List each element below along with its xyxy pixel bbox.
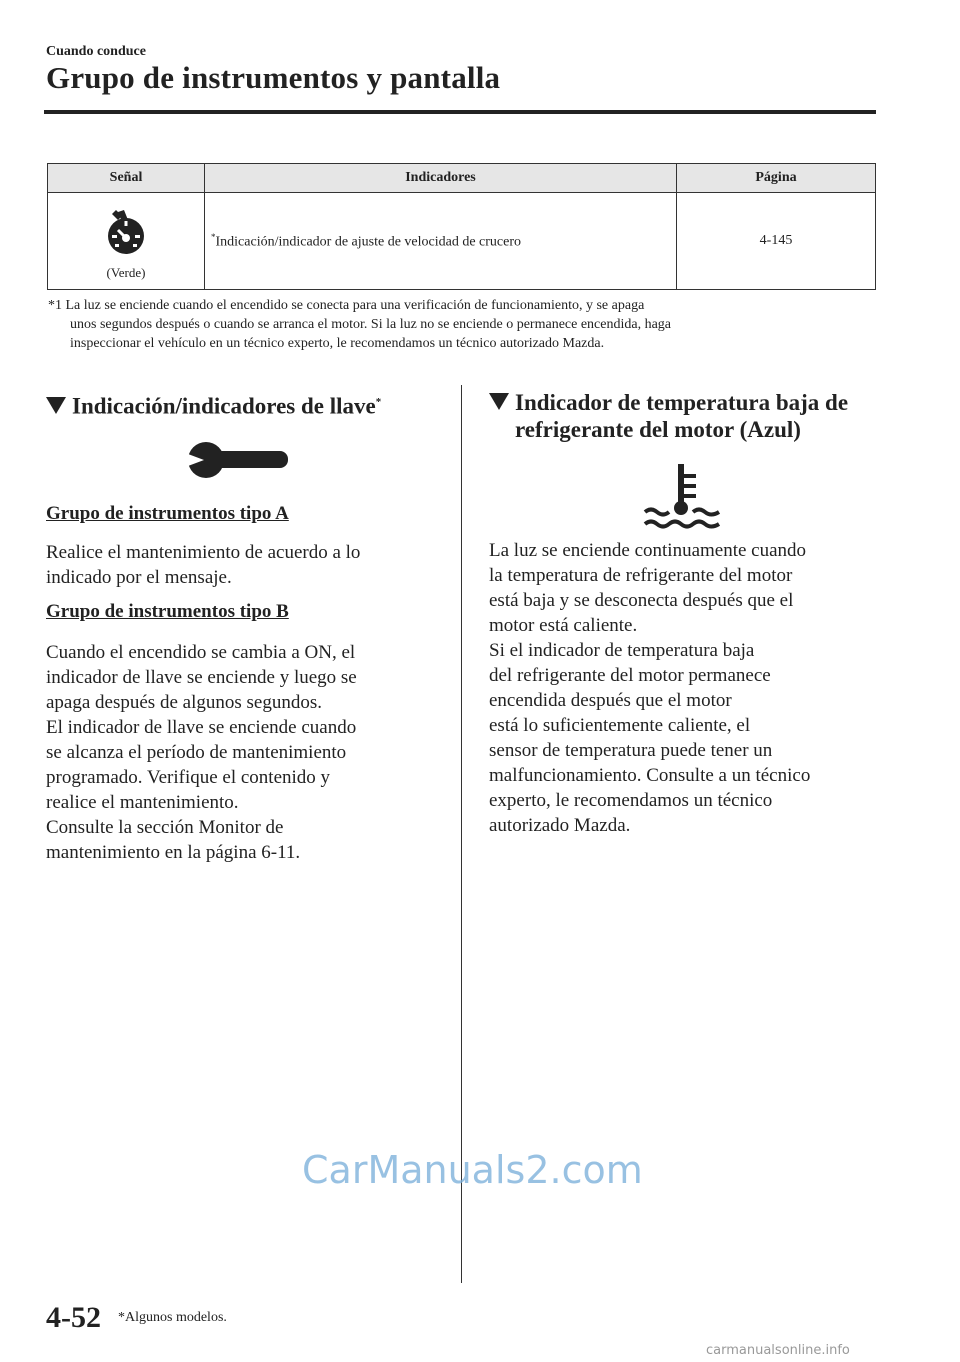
triangle-bullet-icon [489, 393, 509, 410]
page-number: 4-52 [46, 1301, 101, 1334]
text-line: la temperatura de refrigerante del motor [489, 565, 793, 586]
cruise-speed-setting-icon [98, 202, 154, 258]
type-b-paragraph [46, 640, 456, 865]
text-line: está lo suficientemente caliente, el [489, 715, 751, 736]
models-note: *Algunos modelos. [118, 1310, 227, 1325]
subheading-type-b: Grupo de instrumentos tipo B [46, 601, 289, 622]
text-line: Si el indicador de temperatura baja [489, 640, 755, 661]
site-watermark: carmanualsonline.info [706, 1343, 850, 1358]
subheading-type-a: Grupo de instrumentos tipo A [46, 503, 289, 524]
text-line: La luz se enciende continuamente cuando [489, 540, 807, 561]
heading-text: Indicador de temperatura baja de [515, 390, 849, 415]
page-title: Grupo de instrumentos y pantalla [46, 60, 501, 95]
text-line: mantenimiento en la página 6-11. [46, 842, 301, 863]
signal-color-label: (Verde) [106, 264, 146, 280]
heading-text: Indicación/indicadores de llave [72, 393, 376, 419]
text-line: Consulte la sección Monitor de [46, 817, 284, 838]
section-label: Cuando conduce [46, 44, 146, 59]
table-header-cell: Señal [48, 164, 205, 193]
signal-cell [48, 193, 205, 290]
table-header-cell: Indicadores [205, 164, 677, 193]
optional-mark: * [211, 231, 216, 242]
text-line: motor está caliente. [489, 615, 638, 636]
text-line: autorizado Mazda. [489, 815, 631, 836]
coolant-temperature-icon [643, 462, 723, 530]
text-line: Cuando el encendido se cambia a ON, el [46, 642, 356, 663]
text-line: El indicador de llave se enciende cuando [46, 717, 357, 738]
text-line: está baja y se desconecta después que el [489, 590, 794, 611]
triangle-bullet-icon [46, 397, 66, 414]
text-line: experto, le recomendamos un técnico [489, 790, 773, 811]
optional-mark: * [375, 396, 382, 408]
heading-text: refrigerante del motor (Azul) [515, 417, 801, 442]
text-line: apaga después de algunos segundos. [46, 692, 322, 713]
text-line: Realice el mantenimiento de acuerdo a lo [46, 542, 361, 563]
indicator-cell [205, 193, 677, 290]
signals-table [47, 163, 876, 290]
footnote-line: inspeccionar el vehículo en un técnico experto, le recomendamos un técnico autorizado Mazda. [70, 336, 605, 351]
wrench-section-heading [46, 389, 456, 420]
text-line: programado. Verifique el contenido y [46, 767, 331, 788]
table-header-row [48, 164, 876, 193]
text-line: indicado por el mensaje. [46, 567, 232, 588]
coolant-paragraph [489, 538, 889, 838]
watermark: CarManuals2.com [302, 1148, 643, 1192]
title-rule [44, 110, 876, 114]
indicator-text: Indicación/indicador de ajuste de velocidad de crucero [215, 234, 522, 250]
text-line: del refrigerante del motor permanece [489, 665, 771, 686]
type-a-paragraph [46, 540, 456, 590]
coolant-section-heading [489, 389, 889, 443]
table-header-cell: Página [677, 164, 876, 193]
footnote-line: *1 La luz se enciende cuando el encendido se conecta para una verificación de funcionamiento, y se apaga [48, 298, 645, 313]
page-cell: 4-145 [677, 193, 876, 290]
footnote-line: unos segundos después o cuando se arranca el motor. Si la luz no se enciende o permanece encendida, haga [70, 317, 672, 332]
wrench-icon [186, 437, 290, 483]
text-line: malfuncionamiento. Consulte a un técnico [489, 765, 811, 786]
text-line: sensor de temperatura puede tener un [489, 740, 773, 761]
table-row [48, 193, 876, 290]
text-line: se alcanza el período de mantenimiento [46, 742, 347, 763]
text-line: realice el mantenimiento. [46, 792, 239, 813]
table-footnote [48, 296, 878, 353]
text-line: indicador de llave se enciende y luego se [46, 667, 357, 688]
text-line: encendida después que el motor [489, 690, 732, 711]
